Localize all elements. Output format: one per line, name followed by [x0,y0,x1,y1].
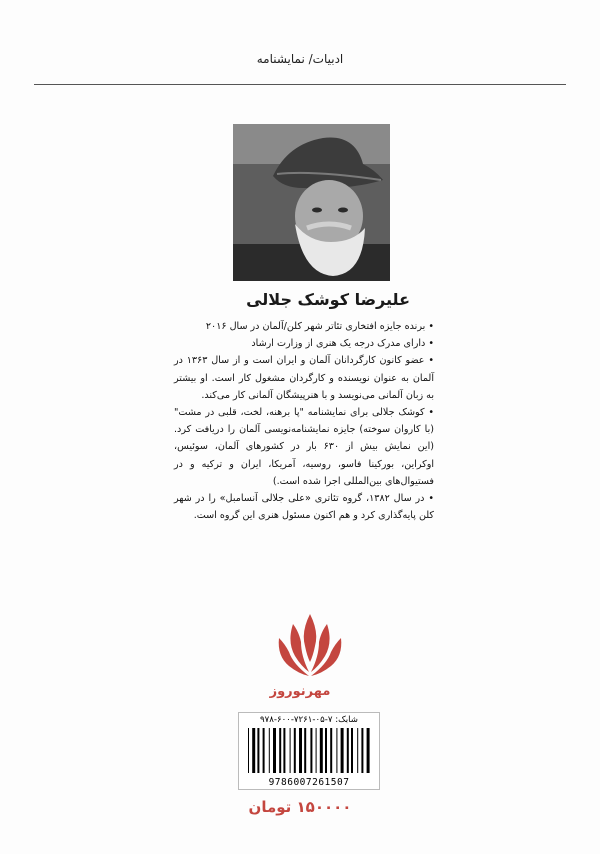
barcode-bar [310,728,312,773]
barcode-bar [269,728,270,773]
bio-paragraph: • عضو کانون کارگردانان آلمان و ایران است و از سال ۱۳۶۳ در آلمان به عنوان نویسنده و کارگردان مشغول کار است. او بیشتر به زبان آلمانی می‌نویسد و با هنرپیشگان آلمانی کار می‌کند. [174,355,434,401]
bio-paragraph: • دارای مدرک درجه یک هنری از وزارت ارشاد [251,338,434,350]
barcode-bar [336,728,337,773]
barcode-bar [330,728,332,773]
bio-paragraph: • در سال ۱۳۸۲، گروه تئاتری «علی جلالی آنسامبل» را در شهر کلن پایه‌گذاری کرد و هم اکنون مسئول هنری این گروه است. [174,493,434,522]
barcode-bar [248,728,249,773]
category-label: ادبیات/ نمایشنامه [256,52,344,66]
author-name: علیرضا کوشک جلالی [246,290,410,309]
barcode-bar [320,728,323,773]
bio-paragraph: • کوشک جلالی برای نمایشنامه "پا برهنه، لخت، قلبی در مشت" (با کاروان سوخته) جایزه نمایشنامه‌نویسی آلمان را دریافت کرد. (این نمایش بیش از ۶۳۰ بار در کشورهای آلمان، سوئیس، اوکراین، بورکینا فاسو، روسیه، آمریکا، ایران و ترکیه و در فستیوال‌های بین‌المللی اجرا شده است.) [174,407,434,487]
barcode-number: 9786007261507 [268,777,350,788]
barcode-bar [273,728,276,773]
barcode-bar [263,728,265,773]
barcode-bar [325,728,327,773]
author-portrait [233,124,390,281]
barcode-bar [257,728,259,773]
barcode-bar [347,728,349,773]
bio-paragraph: • برنده جایزه افتخاری تئاتر شهر کلن/آلمان در سال ۲۰۱۶ [205,321,434,332]
barcode-bar [294,728,296,773]
barcode-bar [341,728,344,773]
price: ۱۵۰۰۰۰ تومان [248,798,352,816]
barcode-bar [361,728,363,773]
barcode [238,712,380,790]
isbn-label: شابک: ۷-۰۵-۷۲۶۱-۶۰۰-۹۷۸ [259,715,358,725]
header-divider [34,84,566,85]
barcode-bar [299,728,302,773]
barcode-bar [316,728,317,773]
barcode-bar [367,728,370,773]
barcode-bar [304,728,306,773]
flame-logo-icon [271,612,349,678]
barcode-bar [290,728,291,773]
barcode-bar [283,728,285,773]
publisher-name: مهرنوروز [269,684,331,699]
barcode-bars [246,728,372,773]
author-bio [174,318,434,524]
barcode-bar [252,728,255,773]
barcode-bar [279,728,281,773]
barcode-bar [357,728,358,773]
barcode-bar [351,728,353,773]
